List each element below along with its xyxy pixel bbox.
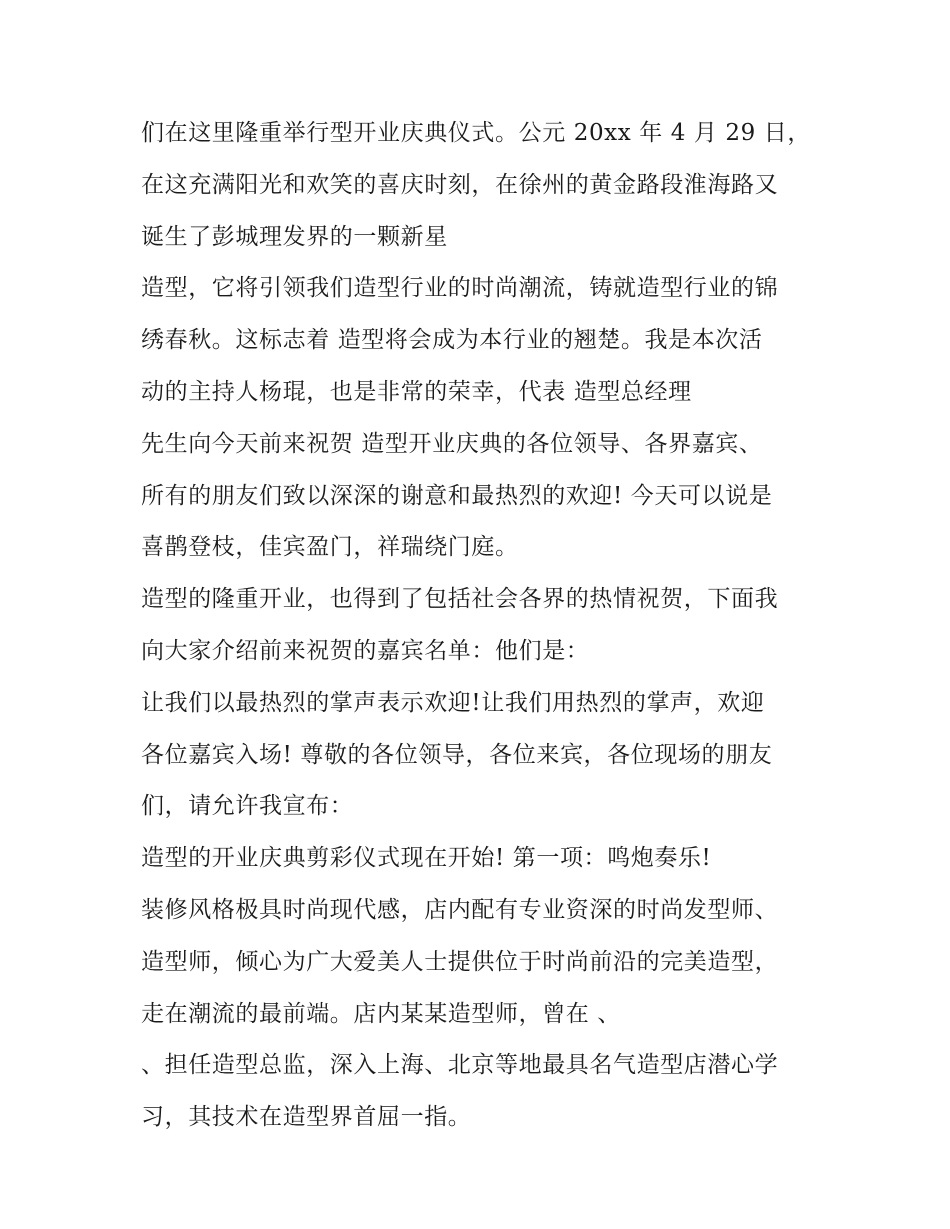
text-line: 造型的开业庆典剪彩仪式现在开始! 第一项：鸣炮奏乐! [141, 845, 712, 872]
text-line: 、担任造型总监，深入上海、北京等地最具名气造型店潜心学 [141, 1052, 779, 1079]
text-line: 走在潮流的最前端。店内某某造型师，曾在 、 [141, 1000, 621, 1027]
text-line: 们，请允许我宣布： [141, 793, 354, 820]
text-line: 诞生了彭城理发界的一颗新星 [141, 223, 448, 250]
document-body [141, 108, 821, 1144]
text-line: 向大家介绍前来祝贺的嘉宾名单：他们是： [141, 637, 590, 664]
text-line: 装修风格极具时尚现代感，店内配有专业资深的时尚发型师、 [141, 896, 779, 923]
text-line: 们在这里隆重举行型开业庆典仪式。公元 20xx 年 4 月 29 日， [141, 120, 811, 146]
text-line: 在这充满阳光和欢笑的喜庆时刻，在徐州的黄金路段淮海路又 [141, 171, 779, 198]
text-line: 喜鹊登枝，佳宾盈门，祥瑞绕门庭。 [141, 534, 519, 561]
text-line: 造型的隆重开业，也得到了包括社会各界的热情祝贺，下面我 [141, 586, 779, 613]
text-line: 各位嘉宾入场! 尊敬的各位领导，各位来宾，各位现场的朋友 [141, 741, 773, 768]
text-line: 习，其技术在造型界首屈一指。 [141, 1104, 472, 1131]
text-line: 绣春秋。这标志着 造型将会成为本行业的翘楚。我是本次活 [141, 327, 763, 354]
text-line: 造型师，倾心为广大爱美人士提供位于时尚前沿的完美造型， [141, 948, 779, 975]
text-line: 动的主持人杨琨，也是非常的荣幸，代表 造型总经理 [141, 378, 692, 405]
text-line: 造型，它将引领我们造型行业的时尚潮流，铸就造型行业的锦 [141, 275, 779, 302]
text-line: 先生向今天前来祝贺 造型开业庆典的各位领导、各界嘉宾、 [141, 430, 763, 457]
text-line: 所有的朋友们致以深深的谢意和最热烈的欢迎! 今天可以说是 [141, 482, 773, 509]
text-line: 让我们以最热烈的掌声表示欢迎!让我们用热烈的掌声，欢迎 [141, 689, 765, 716]
